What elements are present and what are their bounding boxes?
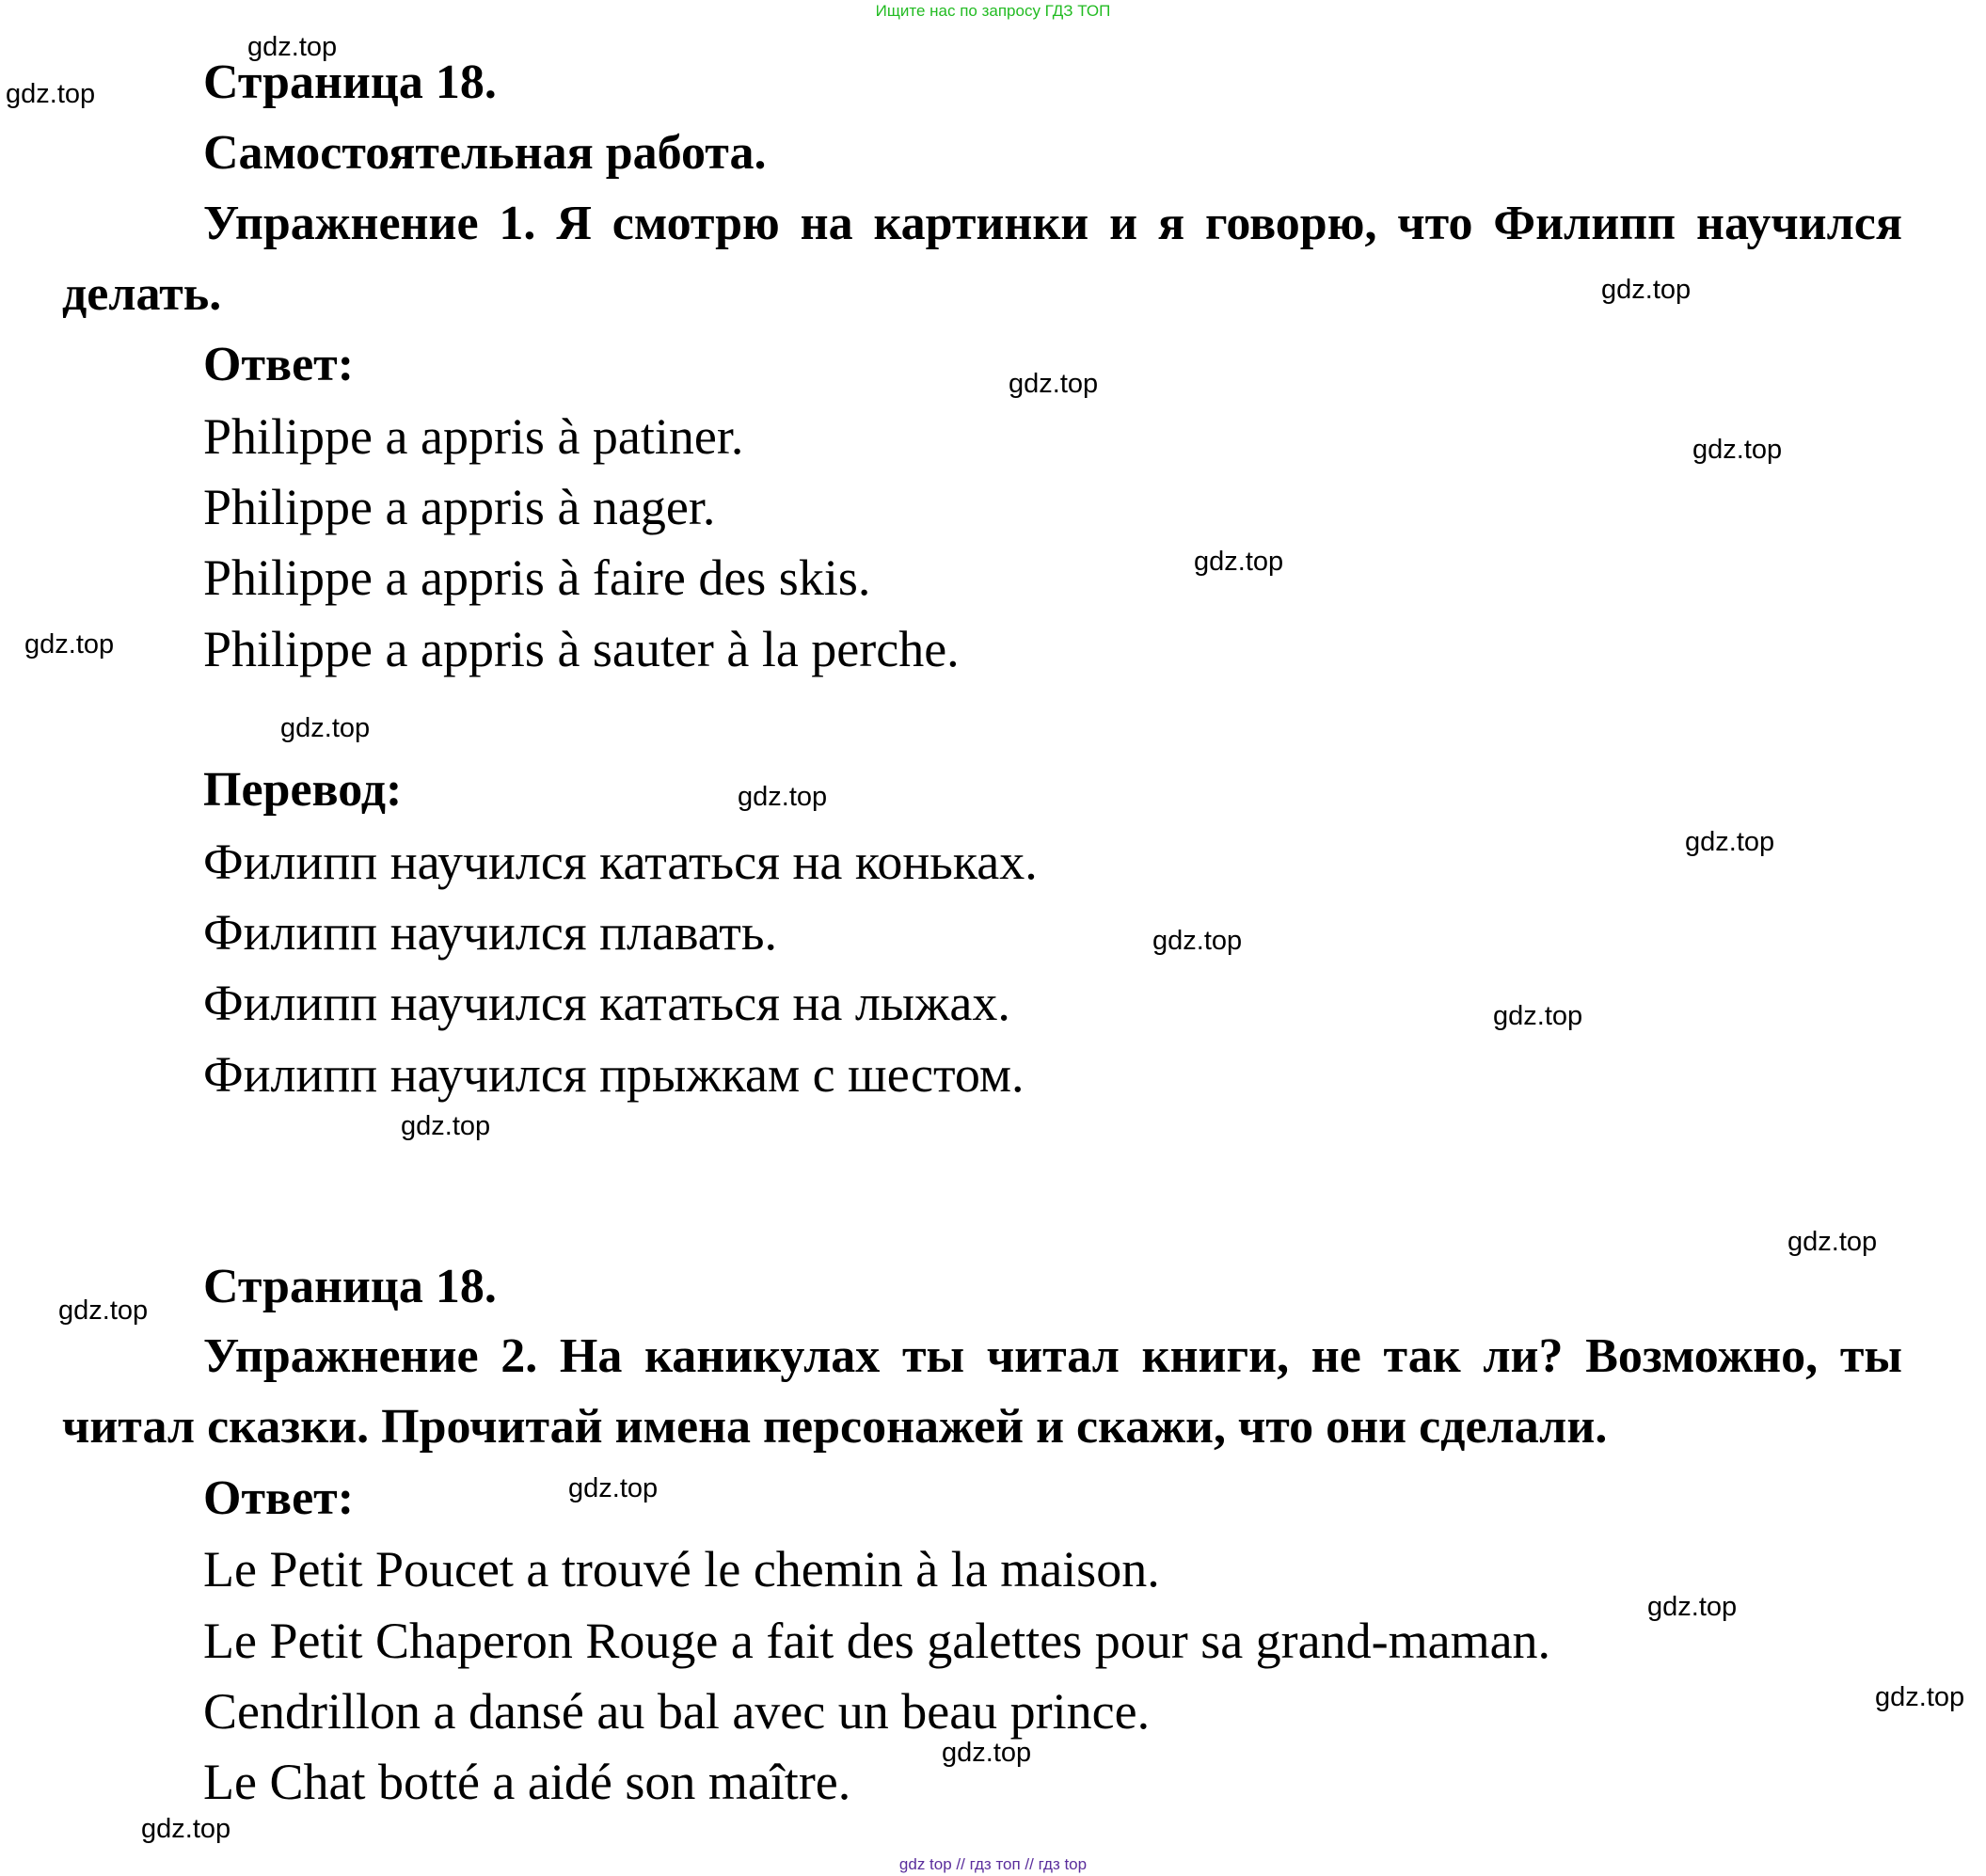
- translation-line: Филипп научился прыжкам с шестом.: [203, 1046, 1025, 1103]
- answer-line: Philippe a appris à patiner.: [203, 408, 744, 465]
- watermark: gdz.top: [141, 1814, 231, 1844]
- watermark: gdz.top: [1685, 827, 1775, 857]
- answer-line: Le Chat botté a aidé son maître.: [203, 1754, 851, 1810]
- watermark: gdz.top: [401, 1111, 491, 1141]
- watermark: gdz.top: [1692, 435, 1783, 465]
- answer-line: Le Petit Poucet a trouvé le chemin à la maison.: [203, 1541, 1160, 1598]
- footer: gdz top // гдз топ // гдз top: [898, 1855, 1088, 1873]
- watermark: gdz.top: [1194, 547, 1284, 577]
- watermark: gdz.top: [6, 79, 96, 109]
- exercise-2-task: Упражнение 2. На каникулах ты читал книги, не так ли? Возможно, ты читал сказки. Прочитай имена персонажей и скажи, что они сделали.: [62, 1329, 1902, 1454]
- answer-line: Philippe a appris à sauter à la perche.: [203, 621, 960, 677]
- watermark: gdz.top: [1875, 1682, 1965, 1712]
- answer-line: Philippe a appris à nager.: [203, 479, 716, 535]
- watermark: gdz.top: [568, 1473, 659, 1503]
- watermark: gdz.top: [1647, 1592, 1738, 1622]
- watermark: gdz.top: [24, 629, 115, 660]
- exercise-1-task: Упражнение 1. Я смотрю на картинки и я говорю, что Филипп научился делать.: [62, 197, 1902, 321]
- watermark: gdz.top: [280, 713, 371, 743]
- watermark: gdz.top: [942, 1738, 1032, 1768]
- answer-line: Philippe a appris à faire des skis.: [203, 549, 871, 606]
- watermark: gdz.top: [1152, 926, 1243, 956]
- watermark: gdz.top: [1493, 1001, 1583, 1031]
- page-title: Страница 18.: [203, 56, 497, 109]
- answer-line: Cendrillon a dansé au bal avec un beau prince.: [203, 1683, 1151, 1740]
- translation-label: Перевод:: [203, 763, 403, 817]
- answer-label: Ответ:: [203, 338, 355, 391]
- watermark: gdz.top: [247, 32, 338, 62]
- watermark: gdz.top: [1009, 369, 1099, 399]
- translation-line: Филипп научился плавать.: [203, 904, 778, 961]
- watermark: gdz.top: [1601, 275, 1692, 305]
- top-banner: Ищите нас по запросу ГДЗ ТОП: [875, 2, 1111, 20]
- translation-line: Филипп научился кататься на коньках.: [203, 834, 1038, 890]
- work-title: Самостоятельная работа.: [203, 126, 767, 180]
- answer-line: Le Petit Chaperon Rouge a fait des galettes pour sa grand-maman.: [203, 1613, 1551, 1669]
- translation-line: Филипп научился кататься на лыжах.: [203, 975, 1010, 1031]
- page-title: Страница 18.: [203, 1260, 497, 1313]
- answer-label: Ответ:: [203, 1471, 355, 1525]
- watermark: gdz.top: [738, 782, 828, 812]
- watermark: gdz.top: [1787, 1227, 1878, 1257]
- watermark: gdz.top: [58, 1296, 149, 1326]
